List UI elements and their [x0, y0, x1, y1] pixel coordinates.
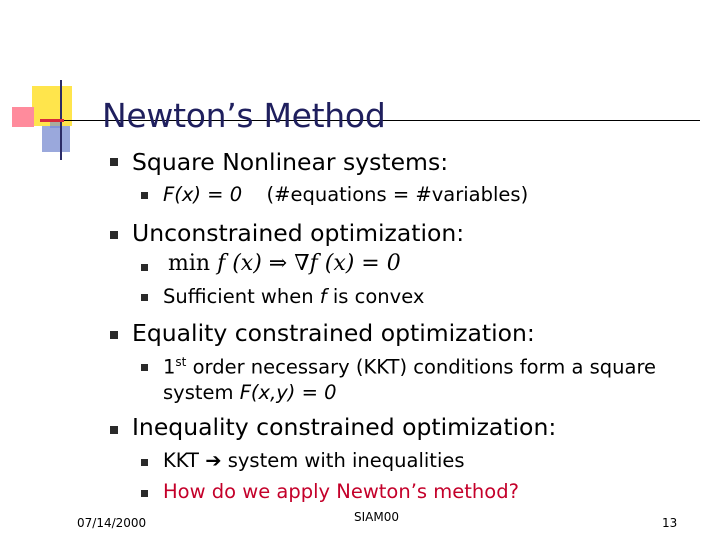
- sub-bullet-sufficient: [163, 285, 424, 308]
- title-underline-accent: [40, 119, 64, 122]
- math-min-grad: [168, 251, 401, 276]
- bullet-icon: [141, 264, 148, 271]
- bullet-icon: [110, 426, 118, 434]
- bullet-icon: [141, 364, 148, 371]
- bullet-icon: [110, 231, 118, 239]
- sub-bullet-question: How do we apply Newton’s method?: [163, 480, 519, 503]
- bullet-inequality: Inequality constrained optimization:: [132, 413, 557, 441]
- kkt-num: 1: [163, 355, 176, 379]
- decor-blue-square: [42, 126, 70, 152]
- sufficient-post: is convex: [332, 285, 425, 308]
- bullet-equality: Equality constrained optimization:: [132, 319, 535, 347]
- slide-title: Newton’s Method: [102, 96, 386, 135]
- footer-page-number: 13: [662, 516, 678, 530]
- bullet-square-nonlinear: Square Nonlinear systems:: [132, 148, 449, 176]
- footer-center: SIAM00: [354, 510, 399, 524]
- bullet-icon: [141, 294, 148, 301]
- kkt-equation: F(x,y) = 0: [239, 381, 337, 404]
- bullet-unconstrained: Unconstrained optimization:: [132, 219, 465, 247]
- sub-bullet-kkt-line2: [163, 381, 337, 404]
- decor-pink-square: [12, 107, 34, 127]
- equation-fx: F(x) = 0: [163, 183, 243, 206]
- ineq-kkt: KKT: [163, 449, 199, 472]
- bullet-icon: [110, 331, 118, 339]
- bullet-icon: [110, 158, 118, 166]
- sub-bullet-kkt-line1: [163, 355, 656, 379]
- bullet-icon: [141, 192, 148, 199]
- math-grad: ∇f (x) = 0: [294, 251, 401, 276]
- sub-bullet-fx: [163, 183, 528, 206]
- equation-note: (#equations = #variables): [266, 183, 529, 206]
- footer-date: 07/14/2000: [77, 516, 147, 530]
- arrow-right-icon: ➔: [205, 449, 222, 472]
- kkt-text: order necessary (KKT) conditions form a square: [192, 355, 657, 379]
- math-min: min: [168, 251, 211, 276]
- sub-bullet-ineq-kkt: [163, 449, 465, 472]
- kkt-system: system: [163, 381, 234, 404]
- kkt-sup: st: [175, 355, 187, 369]
- math-fx: f (x): [217, 251, 262, 276]
- sufficient-pre: Sufficient when: [163, 285, 314, 308]
- ineq-rest: system with inequalities: [227, 449, 465, 472]
- sufficient-f: f: [319, 285, 327, 308]
- bullet-icon: [141, 490, 148, 497]
- bullet-icon: [141, 459, 148, 466]
- math-implies: ⇒: [268, 251, 288, 276]
